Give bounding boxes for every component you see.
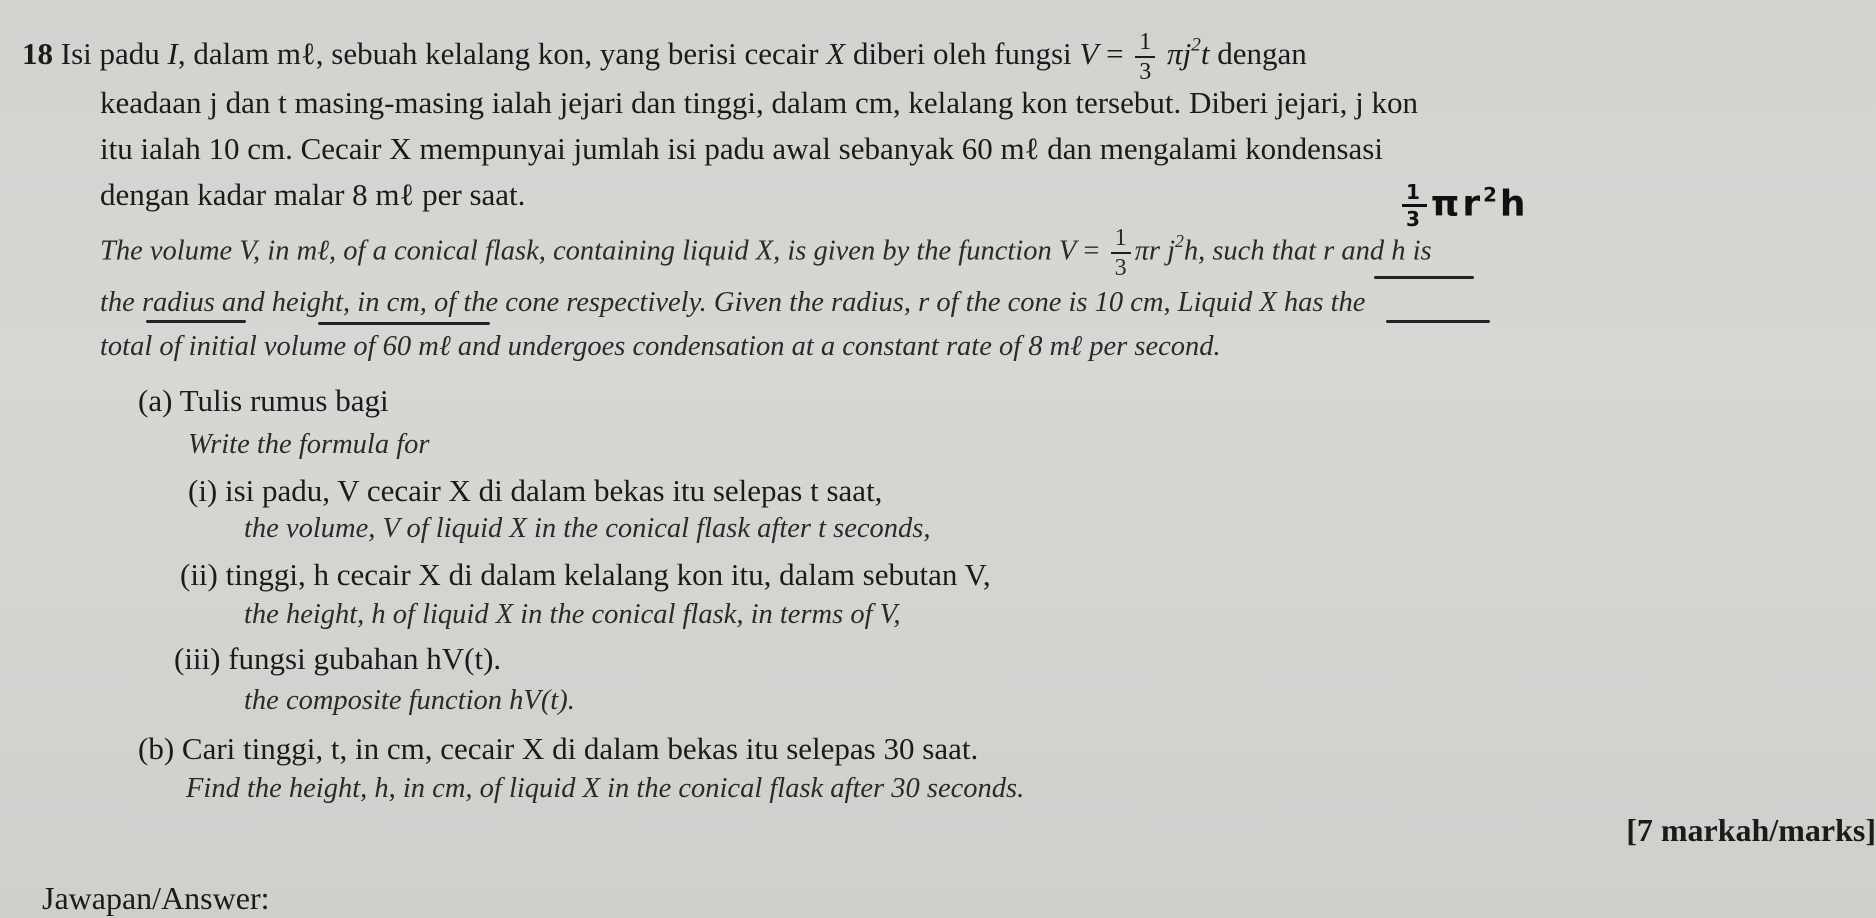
part-a-heading-ms: (a) Tulis rumus bagi bbox=[138, 383, 389, 418]
part-b-en: Find the height, h, in cm, of liquid X in the conical flask after 30 seconds. bbox=[186, 773, 1025, 804]
handwritten-note: $\frac{1}{3}$ $\pi r^2h$ bbox=[1398, 182, 1529, 229]
question-intro-en-line1: The volume V, in mℓ, of a conical flask, containing liquid X, is given by the function V = $\frac{1}{3}$ πr $j^2h$, such that r and h is bbox=[100, 225, 1432, 281]
pen-underline-radius bbox=[146, 320, 246, 323]
formula-ms: V = bbox=[1079, 36, 1132, 72]
question-intro-ms-line2: keadaan j dan t masing-masing ialah jejari dan tinggi, dalam cm, kelalang kon tersebut. Diberi jejari, j kon bbox=[100, 85, 1418, 120]
part-a-iii-ms: (iii) fungsi gubahan hV(t). bbox=[174, 641, 502, 676]
formula-ms-fraction: $\frac{1}{3}$ bbox=[1135, 30, 1155, 84]
part-a-ii-ms: (ii) tinggi, h cecair X di dalam kelalang kon itu, dalam sebutan V, bbox=[180, 557, 991, 592]
part-a-heading-en: Write the formula for bbox=[188, 429, 430, 460]
pen-underline-10cm bbox=[1386, 320, 1490, 323]
part-a-i-en: the volume, V of liquid X in the conical flask after t seconds, bbox=[244, 513, 931, 544]
question-intro-ms-line4: dengan kadar malar 8 mℓ per saat. bbox=[100, 177, 526, 212]
question-number: 18 bbox=[22, 36, 53, 72]
question-intro-en-line3: total of initial volume of 60 mℓ and undergoes condensation at a constant rate of 8 mℓ per second. bbox=[100, 331, 1221, 362]
question-intro-en-line2: the radius and height, in cm, of the cone respectively. Given the radius, r of the cone is 10 cm, Liquid X has the bbox=[100, 287, 1366, 318]
question-intro-ms-line3: itu ialah 10 cm. Cecair X mempunyai jumlah isi padu awal sebanyak 60 mℓ dan mengalami kondensasi bbox=[100, 131, 1383, 166]
formula-en-fraction: $\frac{1}{3}$ bbox=[1111, 226, 1131, 280]
pen-underline-formula bbox=[1374, 276, 1474, 279]
pen-underline-height bbox=[318, 322, 490, 325]
question-intro-ms-line1: 18 Isi padu I, dalam mℓ, sebuah kelalang kon, yang berisi cecair X diberi oleh fungsi V = $\frac{1}{3}$ $\pi j^2t$ dengan bbox=[22, 29, 1307, 85]
part-b-ms: (b) Cari tinggi, t, in cm, cecair X di dalam bekas itu selepas 30 saat. bbox=[138, 731, 979, 766]
answer-label: Jawapan/Answer: bbox=[42, 880, 270, 916]
part-a-i-ms: (i) isi padu, V cecair X di dalam bekas itu selepas t saat, bbox=[188, 473, 883, 508]
part-a-iii-en: the composite function hV(t). bbox=[244, 685, 575, 716]
marks-label: [7 markah/marks] bbox=[1626, 812, 1876, 848]
part-a-ii-en: the height, h of liquid X in the conical flask, in terms of V, bbox=[244, 599, 901, 630]
